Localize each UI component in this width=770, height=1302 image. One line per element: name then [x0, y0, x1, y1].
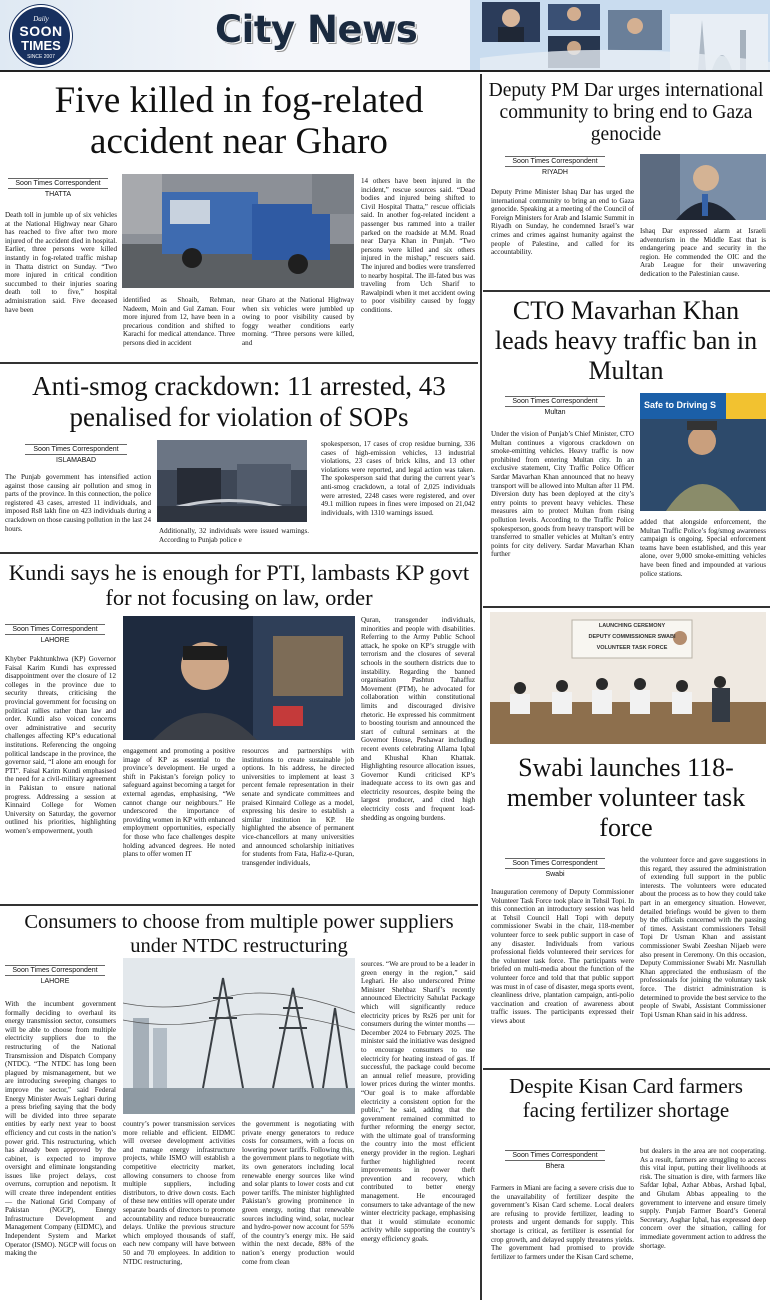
b3-text-col2: the volunteer force and gave suggestions in this regard, they assured the administration of extending full support in the public interests. The volunteers were educated about the process as to how they could take part in an emergency situation. However, detailed briefings would be given to them by the officials concerned with the passing of times. Assistant commissioners Tehsil Topi Dr Usman Khan and assistant commissioner Swabi Zeeshan Nijaeb were also present in Ceremony. On this occasion, Deputy Commissioner Swabi Mr. Nasrullah Khan appreciated the enthusiasm of the professionals for joining the voluntary task force. The district administration is determined to provide the best service to the people of Swabi, Assistant Commissioner Topi Usman Khan said in his address.: [640, 856, 766, 1019]
a4-text-col2: country’s power transmission services more reliable and efficient. EIDMC will oversee development activities and manage energy infrastructure projects, while ISMO will establish a competitive electricity market, allowing consumers to choose from multiple suppliers, including distributors, to drive down costs. Each of these new entities will operate under separate boards of directors to promote accountability and reduce bureaucratic delays. Unlike the previous structure which employed thousands of staff, each new company will have between 50 and 70 employees. In addition to NTDC restructuring,: [123, 1120, 235, 1266]
a2-byline: [25, 444, 127, 464]
b3-ceremony-photo: [490, 612, 766, 744]
a4-byline-name: Soon Times Correspondent: [5, 965, 105, 976]
b2-cto-photo: [640, 393, 766, 511]
a1-accident-photo: [122, 174, 354, 288]
a2-text-col2: Additionally, 32 individuals were issued warnings. According to Punjab police e: [159, 527, 309, 544]
b3-byline: [505, 858, 605, 878]
a1-text-col2: identified as Shoaib, Rehman, Nadeem, Moin and Gul Zaman. Four more injured from 12, have been in a precarious condition and shifted to Karachi for medical attendance. Three persons died in accident: [123, 296, 235, 347]
a1-headline: Five killed in fog-related accident near Gharo: [54, 80, 424, 162]
b4-text-col1: Farmers in Miani are facing a severe crisis due to the unavailability of fertilizer despite the government’s Kisan Card scheme. Local dealers are refusing to provide fertilizer, leading to protests and urgent demands for supply. This shortage is critical, as fertilizer is essential for crop growth, and delayed supply threatens yields. The government had promised to provide fertilizer to farmers under the Kisan Card scheme,: [491, 1184, 634, 1261]
logo-soon: SOON: [19, 23, 63, 39]
a2-dateline: ISLAMABAD: [55, 457, 97, 464]
a3-bottom-rule: [0, 904, 478, 906]
masthead: [0, 0, 770, 72]
a3-byline-name: Soon Times Correspondent: [5, 624, 105, 635]
a4-text-col4: sources. “We are proud to be a leader in green energy in the region,” said Leghari. He also underscored Prime Minister Shehbaz Sharif’s recently announced Electricity Sahulat Package which will significantly reduce electricity prices by Rs26 per unit for consumers during the winter months — December 2024 to February 2025. The minister said the initiative was designed to encourage consumers to use electricity for heating instead of gas. If successful, the package could become an annual relief measure, providing lower prices during the winter months. “Our goal is to make affordable electricity a consistent option for the public,” he said, adding that the government remained committed to further reforming the energy sector, with the ultimate goal of transforming the country into the most efficient energy provider in the region. Leghari further highlighted recent improvements in power theft prevention and recovery, which contributed to better energy management. He encouraged consumers to take advantage of the new winter electricity package, emphasising that it would stimulate economic activity while supporting the country’s energy efficiency goals.: [361, 960, 475, 1243]
b4-byline: [505, 1150, 605, 1170]
b1-headline: Deputy PM Dar urges international community to bring end to Gaza genocide: [488, 80, 764, 145]
masthead-collage-image: [470, 0, 770, 70]
b2-byline: [505, 396, 605, 416]
b2-byline-name: Soon Times Correspondent: [505, 396, 605, 407]
a4-text-col3: the government is negotiating with private energy generators to reduce costs for consumers, with a focus on lowering power tariffs. Following this, the government plans to negotiate with its own generators including local renewable energy sources like wind and solar plants to lower costs and cut power tariffs. The minister highlighted Pakistan’s growing prominence in green energy, noting that renewable sources including wind, solar, nuclear and hydro-power now account for 55% of the country’s energy mix. He said within the next decade, 88% of the nation’s energy production would come from clean: [242, 1120, 354, 1266]
a2-text-col1: The Punjab government has intensified action against those causing air pollution and smog in parts of the province. In this connection, the police registered 43 cases, arrested 11 individuals, and imposed Rs8 lakh fine on 423 individuals during a crackdown on those causing pollution in the last 24 hours.: [5, 473, 151, 533]
a4-text-col1: With the incumbent government formally deciding to overhaul its energy transmission sector, consumers will be able to choose from multiple electricity suppliers due to the restructuring of the National Transmission and Dispatch Company (NTDC). “The NTDC has long been plagued by mismanagement, but we are introducing sweeping changes to improve the sector,” said Federal Energy Minister Awais Leghari during a press briefing saying that the body will be divided into three separate entities by early next year to boost efficiency and cut costs in the nation’s power grid. This restructuring, which has already been approved by the cabinet, is expected to improve oversight and eliminate longstanding issues like project delays, cost overruns, corruption and nepotism. It will create three independent entities — the National Grid Company of Pakistan (NGCP), Energy Infrastructure Development and Management Company (EIDMC), and Independent System and Market Operator (ISMO). NGCP will focus on making the: [5, 1000, 116, 1258]
a3-text-col4: Quran, transgender individuals, minorities and people with disabilities. Referring to the Army Public School attack, he spoke on KP’s struggle with terrorism and the closures of several schools in the southern districts due to instability. Regarding the banned organisation Pashtun Tahaffuz Movement (PTM), he advocated for collaboration within constitutional limits and discouraged divisive rhetoric. He expressed his commitment to boosting tourism and announced the start of cultural seminars at the Governor House, Peshawar including recent events celebrating Allama Iqbal and Khushal Khan Khattak. Highlighting resource allocation issues, Governor Kundi criticised KP’s inadequate access to its own gas and electricity resources, despite being the largest producer, and cited high electricity costs and frequent load-shedding as ongoing burdens.: [361, 616, 475, 822]
a3-dateline: LAHORE: [40, 637, 70, 644]
b3-banner-line2: DEPUTY COMMISSIONER SWABI: [588, 634, 676, 640]
b4-dateline: Bhera: [545, 1163, 565, 1170]
b3-banner-line3: VOLUNTEER TASK FORCE: [596, 645, 668, 651]
a1-text-col4: 14 others have been injured in the incident,” rescue sources said. “Dead bodies and injured being shifted to Civil Hospital Thatta,” rescue officials said. In another fog-related incident a passenger bus rammed into a trailer parked on the roadside at M.M. Road near Darya Khan in Punjab. “Two persons were killed and six others injured in the mishap,” rescuers said. The injured and bodies were transferred to nearby hospital. The ill-fated bus was traveling from Uch Sharif to Rawalpindi when it met accident owing to poor visibility caused by foggy conditions.: [361, 177, 475, 314]
a3-headline: Kundi says he is enough for PTI, lambasts KP govt for not focusing on law, order: [8, 560, 470, 610]
a4-dateline: LAHORE: [40, 978, 70, 985]
column-divider: [480, 74, 482, 1300]
b1-text-col2: Ishaq Dar expressed alarm at Israeli adventurism in the Middle East that is endangering peace and security in the region. He commended the OIC and the Arab League for their unwavering dedication to the Palestinian cause.: [640, 227, 766, 278]
b2-bottom-rule: [483, 606, 770, 608]
a2-arrest-photo: [157, 440, 307, 522]
a1-byline-name: Soon Times Correspondent: [8, 178, 108, 189]
b1-text-col1: Deputy Prime Minister Ishaq Dar has urged the international community to bring an end to Gaza genocide. Speaking at a meeting of the Council of Foreign Ministers for Arab and Islamic Summit in Riyadh on Sunday, he condemned Israel’s war crimes and crimes against humanity against the people of Palestine, and called for its accountability.: [491, 188, 634, 257]
a4-power-lines-photo: [123, 958, 355, 1114]
logo-daily: Daily: [33, 15, 49, 23]
b4-headline: Despite Kisan Card farmers facing fertilizer shortage: [509, 1074, 743, 1122]
b2-text-col1: Under the vision of Punjab’s Chief Minister, CTO Multan continues a vigorous crackdown on smoke-emitting vehicles. Heavy traffic is now prohibited from entering Multan city. In an exclusive statement, City Traffic Police Officer Sardar Mavarhan Khan announced that no heavy transport will be allowed into Multan after 11 PM. Diversion duty has been deployed at the city’s entry points to prevent heavy vehicles. These measures aim to protect Multan from rising pollution levels. According to the Traffic Police spokesperson, goods from heavy transport will be transferred to smaller vehicles at Multan’s entry points for city delivery. Sardar Mavarhan Khan further: [491, 430, 634, 559]
a2-headline: Anti-smog crackdown: 11 arrested, 43 penalised for violation of SOPs: [32, 371, 446, 432]
b2-sign-text: Safe to Driving S: [644, 400, 717, 410]
b4-text-col2: but dealers in the area are not cooperating. As a result, farmers are struggling to access this vital input, putting their livelihoods at risk. The situation is dire, with farmers like Safdar Iqbal, Azhar Abbas, Arshad Iqbal, and Ghulam Abbas appealing to the government to intervene and ensure timely supply. Punjab Farmer Board’s General Secretary, Asghar Iqbal, has expressed deep concern over the situation, calling for immediate government action to address the shortage.: [640, 1147, 766, 1250]
paper-title: City News: [215, 8, 418, 51]
soon-times-logo: [10, 5, 72, 67]
a2-byline-name: Soon Times Correspondent: [25, 444, 127, 455]
b2-text-col2: added that alongside enforcement, the Multan Traffic Police’s fog/smog awareness campaign is ongoing. Special enforcement teams have been established, and this year alone, over 9,000 smoke-emitting vehicles have been fined and impounded at various police stations.: [640, 518, 766, 578]
b3-banner-line1: LAUNCHING CEREMONY: [598, 623, 666, 629]
a4-byline: [5, 965, 105, 985]
b3-byline-name: Soon Times Correspondent: [505, 858, 605, 869]
b3-dateline: Swabi: [545, 871, 565, 878]
b1-dateline: RIYADH: [542, 169, 568, 176]
a4-headline: Consumers to choose from multiple power suppliers under NTDC restructuring: [24, 911, 454, 957]
b1-byline: [505, 156, 605, 176]
a1-bottom-rule: [0, 362, 478, 364]
b3-bottom-rule: [483, 1068, 770, 1070]
a3-text-col3: resources and partnerships with institutions to create sustainable job options. In his address, he directed universities to implement at least 3 percent female representation in their senate and syndicate committees and praised Kinnaird College as a model, expressing his desire to establish a similar institution in KP. He highlighted the absence of permanent vice-chancellors at many universities and announced scholarship initiatives for students from Fata, Hafiz-e-Quran, transgender individuals,: [242, 747, 354, 867]
a1-dateline: THATTA: [44, 191, 72, 198]
b1-byline-name: Soon Times Correspondent: [505, 156, 605, 167]
logo-since: SINCE 2007: [27, 54, 55, 60]
logo-times: TIMES: [21, 38, 61, 53]
b4-byline-name: Soon Times Correspondent: [505, 1150, 605, 1161]
b3-text-col1: Inauguration ceremony of Deputy Commissioner Volunteer Task Force took place in Tehsil Topi. In this connection an introductory session was held at Tehsil Council Hall Topi with deputy commissioner Swabi in the chair, 118-member volunteer force to seek public support in case of any disaster. Individuals from various professional fields volunteered their services for the volunteer task force. The participants were briefed on multi-media about the function of the volunteer force and told that that public support was must in of case of disaster, mega sports event, cleanliness drive, plantation campaign, anti-polio vaccination and creation of awareness about traffic issues. The participants expressed their views about: [491, 888, 634, 1025]
a1-byline: [8, 178, 108, 198]
a1-text-col3: near Gharo at the National Highway when six vehicles were jumbled up owing to poor visibility caused by foggy weather conditions early morning. “Three persons were killed, and: [242, 296, 354, 347]
a1-text-col1: Death toll in jumble up of six vehicles at the National Highway near Gharo has reached to five after two more injured of the accident died in hospital. Earlier, three persons were killed instantly in fog-related traffic mishap in Thatta district on Sunday. “Two more injured in critical condition succumbed to their injuries soaring death toll to five,” hospital administration said. Five deceased have been: [5, 211, 117, 314]
b1-ishaq-dar-photo: [640, 154, 766, 220]
a2-bottom-rule: [0, 552, 478, 554]
b2-headline: CTO Mavarhan Khan leads heavy traffic ban in Multan: [494, 296, 758, 385]
a3-text-col1: Khyber Pakhtunkhwa (KP) Governor Faisal Karim Kundi has expressed disappointment over the closure of 12 colleges in the province due to security threats, criticising the provincial government for focusing on political rallies rather than law and order. Kundi also voiced concerns over administrative and security challenges affecting KP’s educational institutions. Referencing the ongoing political landscape in the province, the governor said, “I alone am enough for PTI”. Faisal Karim Kundi emphasised the need for a civil-military agreement in Pakistan to ensure national progress. Addressing a session at Kinnaird College for Women University on Saturday, the governor outlined his priorities, highlighting women’s empowerment, youth: [5, 655, 116, 835]
b3-headline: Swabi launches 118-member volunteer task force: [506, 753, 746, 842]
a2-text-col3: spokesperson, 17 cases of crop residue burning, 336 cases of high-emission vehicles, 13 industrial violations, 23 cases of brick kilns, and 13 other violations were reported, and legal action was taken. The spokesperson said that during the current year’s anti-smog crackdown, a total of 2,025 individuals were arrested, 2248 cases were registered, and over 49.1 million rupees in fines were imposed on 21,042 individuals, with 1310 warnings issued.: [321, 440, 475, 517]
a3-governor-photo: [123, 616, 355, 740]
a3-text-col2: engagement and promoting a positive image of KP as essential to the province’s development. He urged a shift in Pakistan’s foreign policy to safeguard against becoming a target for external agendas, emphasising, “We cannot change our neighbours.” He underscored the importance of providing women in KP with enhanced employment opportunities, especially for those who face challenges despite holding advanced degrees. He noted plans to offer women IT: [123, 747, 235, 859]
b1-bottom-rule: [483, 290, 770, 292]
a3-byline: [5, 624, 105, 644]
b2-dateline: Multan: [544, 409, 566, 416]
